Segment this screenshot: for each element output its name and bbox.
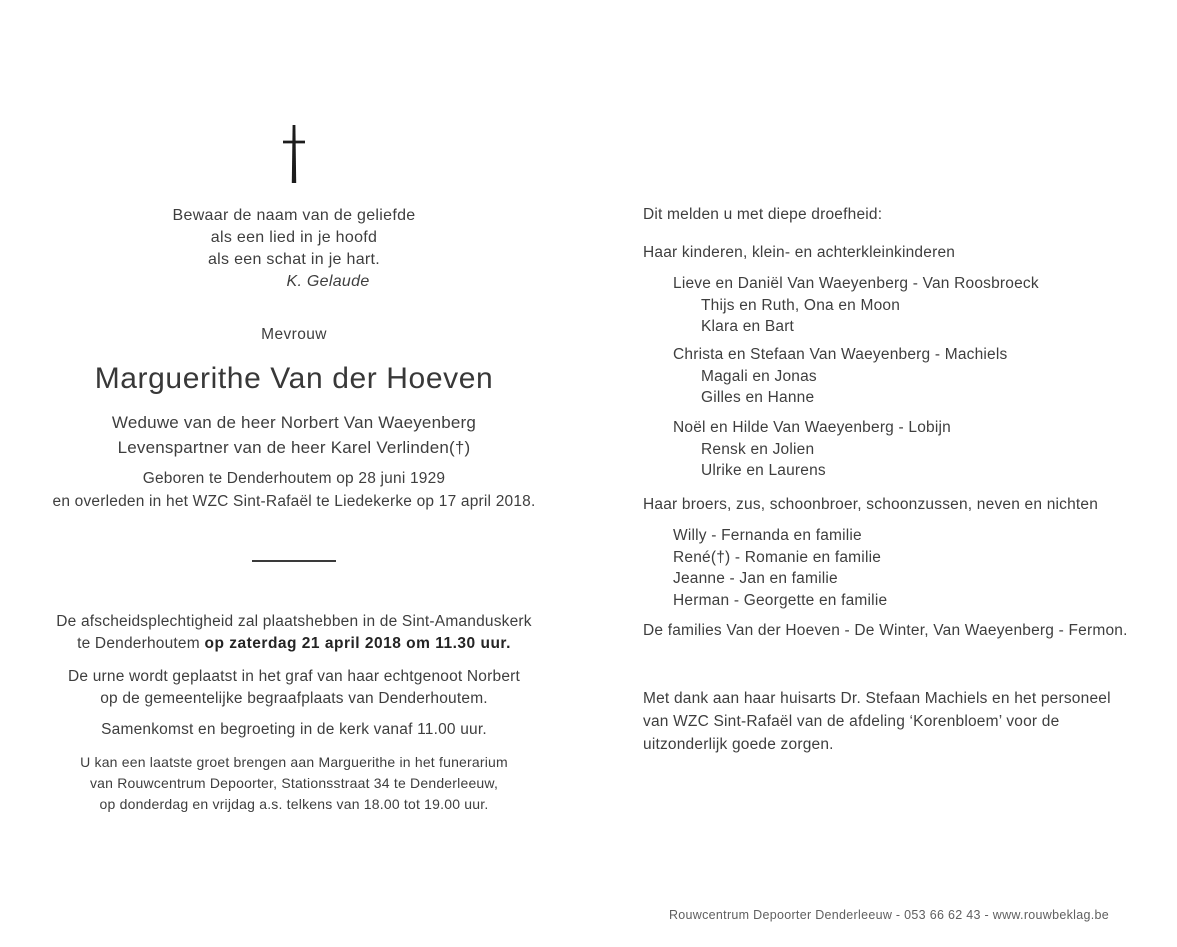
poem-line: als een lied in je hoofd [210, 229, 378, 246]
death-line: en overleden in het WZC Sint-Rafaël te Liedekerke op 17 april 2018. [52, 492, 536, 510]
cross-icon [40, 124, 548, 189]
group-sub: Rensk en Jolien [701, 440, 815, 458]
siblings-header: Haar broers, zus, schoonbroer, schoonzussen, neven en nichten [643, 496, 1099, 513]
service-datetime: op zaterdag 21 april 2018 om 11.30 uur. [204, 635, 511, 652]
deceased-name: Marguerithe Van der Hoeven [94, 362, 494, 395]
poem-author-line [40, 271, 548, 293]
birth-line: Geboren te Denderhoutem op 28 juni 1929 [142, 470, 446, 487]
visitation-paragraph [40, 752, 548, 815]
siblings-list [643, 525, 887, 611]
children-group [643, 273, 1039, 338]
group-head: Noël en Hilde Van Waeyenberg - Lobijn [673, 419, 951, 436]
service-line-2-prefix: te Denderhoutem [77, 635, 200, 652]
children-group [643, 344, 1007, 409]
poem [40, 205, 548, 293]
families-line: De families Van der Hoeven - De Winter, Van Waeyenberg - Fermon. [643, 622, 1128, 639]
group-sub: Klara en Bart [701, 318, 795, 335]
children-group [643, 417, 951, 482]
right-column [643, 0, 1135, 947]
group-sub: Ulrike en Laurens [701, 462, 826, 479]
relation-line: Weduwe van de heer Norbert Van Waeyenberg [111, 413, 477, 432]
urn-line: De urne wordt geplaatst in het graf van haar echtgenoot Norbert [67, 668, 521, 685]
group-sub: Magali en Jonas [701, 367, 817, 385]
urn-paragraph [40, 666, 548, 709]
poem-line: Bewaar de naam van de geliefde [172, 207, 416, 224]
gathering-paragraph: Samenkomst en begroeting in de kerk vanaf 11.00 uur. [101, 721, 487, 738]
sibling-line: Jeanne - Jan en familie [673, 570, 838, 587]
funeral-home-footer: Rouwcentrum Depoorter Denderleeuw - 053 66 62 43 - www.rouwbeklag.be [668, 908, 1110, 922]
visitation-line: op donderdag en vrijdag a.s. telkens van 18.00 tot 19.00 uur. [99, 796, 489, 812]
poem-author: K. Gelaude [286, 273, 370, 290]
sibling-line: René(†) - Romanie en familie [673, 548, 882, 566]
group-sub: Thijs en Ruth, Ona en Moon [701, 296, 901, 314]
relation-line: Levenspartner van de heer Karel Verlinden(†) [117, 438, 471, 457]
salutation: Mevrouw [261, 326, 327, 343]
left-column [40, 0, 548, 947]
service-line-1: De afscheidsplechtigheid zal plaatshebben in de Sint-Amanduskerk [56, 613, 532, 630]
visitation-line: van Rouwcentrum Depoorter, Stationsstraat 34 te Denderleeuw, [89, 775, 499, 791]
relations [40, 410, 548, 460]
children-header: Haar kinderen, klein- en achterkleinkinderen [643, 244, 956, 261]
visitation-line: U kan een laatste groet brengen aan Marguerithe in het funerarium [80, 754, 508, 770]
sibling-line: Herman - Georgette en familie [673, 591, 888, 609]
service-paragraph [40, 611, 548, 655]
poem-line: als een schat in je hart. [207, 251, 381, 268]
group-head: Lieve en Daniël Van Waeyenberg - Van Roosbroeck [673, 275, 1039, 292]
urn-line: op de gemeentelijke begraafplaats van Denderhoutem. [100, 689, 488, 707]
sibling-line: Willy - Fernanda en familie [673, 527, 862, 544]
group-sub: Gilles en Hanne [701, 389, 815, 406]
life-dates [40, 468, 548, 513]
group-head: Christa en Stefaan Van Waeyenberg - Machiels [673, 346, 1008, 363]
divider-line [252, 560, 336, 562]
service-line-2 [40, 633, 548, 655]
thanks-paragraph: Met dank aan haar huisarts Dr. Stefaan Machiels en het personeel van WZC Sint-Rafaël van de afdeling ‘Korenbloem’ voor de uitzonderlijk goede zorgen. [643, 690, 1111, 753]
announcement-line: Dit melden u met diepe droefheid: [643, 206, 883, 223]
